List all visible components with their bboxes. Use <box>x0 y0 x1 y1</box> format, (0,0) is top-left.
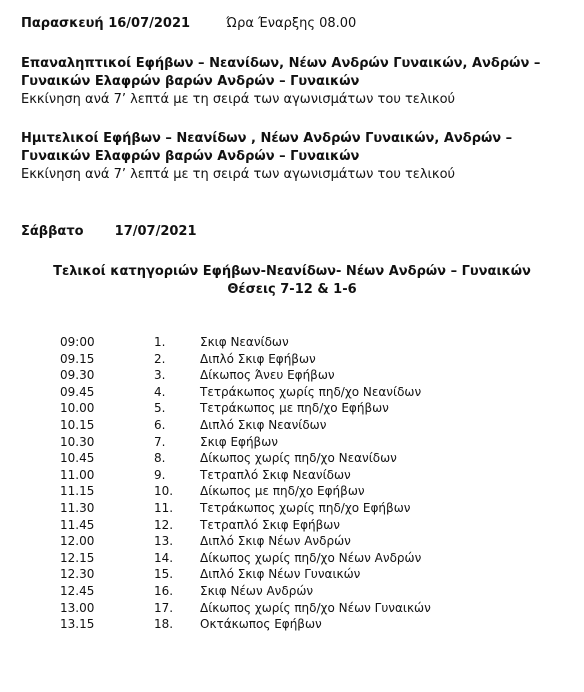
race-time: 09:00 <box>60 335 95 349</box>
race-event: Τετραπλό Σκιφ Νεανίδων <box>200 467 351 482</box>
race-event: Διπλό Σκιφ Νέων Ανδρών <box>200 534 351 549</box>
race-number: 11. <box>154 500 174 515</box>
race-time: 10.00 <box>60 401 95 416</box>
race-time: 09.30 <box>60 368 95 383</box>
semifinal-title-line1: Ημιτελικοί Εφήβων – Νεανίδων , Νέων Ανδρών Γυναικών, Ανδρών – <box>21 131 513 146</box>
race-number: 16. <box>154 583 174 598</box>
race-time: 12.45 <box>60 583 95 598</box>
race-time: 10.30 <box>60 434 95 449</box>
race-event: Σκιφ Εφήβων <box>200 434 278 449</box>
race-number: 13. <box>154 534 174 549</box>
race-number: 2. <box>154 351 166 366</box>
race-number: 10. <box>154 484 174 499</box>
race-number: 5. <box>154 401 166 416</box>
repechage-note: Εκκίνηση ανά 7’ λεπτά με τη σειρά των αγωνισμάτων του τελικού <box>21 92 456 107</box>
race-time: 11.45 <box>60 517 95 532</box>
race-number: 1. <box>154 335 166 349</box>
race-number: 9. <box>154 467 166 482</box>
race-time: 10.45 <box>60 451 95 466</box>
race-event: Διπλό Σκιφ Εφήβων <box>200 351 316 366</box>
race-number: 7. <box>154 434 166 449</box>
race-event: Οκτάκωπος Εφήβων <box>200 617 322 632</box>
race-time: 11.30 <box>60 500 95 515</box>
race-event: Σκιφ Νέων Ανδρών <box>200 583 314 598</box>
race-event: Τετράκωπος με πηδ/χο Εφήβων <box>200 401 389 416</box>
finals-title-line1: Τελικοί κατηγοριών Εφήβων-Νεανίδων- Νέων Ανδρών – Γυναικών <box>53 264 531 279</box>
race-number: 17. <box>154 600 174 615</box>
semifinal-section <box>21 130 512 184</box>
finals-places: Θέσεις 7-12 & 1-6 <box>227 282 357 297</box>
race-event: Δίκωπος χωρίς πηδ/χο Νέων Ανδρών <box>200 550 422 565</box>
semifinal-note: Εκκίνηση ανά 7’ λεπτά με τη σειρά των αγωνισμάτων του τελικού <box>21 167 456 182</box>
race-event: Δίκωπος χωρίς πηδ/χο Νέων Γυναικών <box>200 600 431 615</box>
friday-start-time: Ώρα Έναρξης 08.00 <box>226 16 357 31</box>
race-number: 12. <box>154 517 174 532</box>
repechage-title-line2: Γυναικών Ελαφρών βαρών Ανδρών – Γυναικών <box>21 74 360 89</box>
race-event: Διπλό Σκιφ Νεανίδων <box>200 417 327 432</box>
semifinal-title-line2: Γυναικών Ελαφρών βαρών Ανδρών – Γυναικών <box>21 149 360 164</box>
race-number: 14. <box>154 550 174 565</box>
race-time: 09.15 <box>60 351 95 366</box>
friday-header <box>21 16 356 31</box>
finals-title <box>0 263 584 299</box>
race-event: Τετράκωπος χωρίς πηδ/χο Νεανίδων <box>200 384 422 399</box>
race-time: 12.15 <box>60 550 95 565</box>
race-number: 8. <box>154 451 166 466</box>
race-number: 4. <box>154 384 166 399</box>
saturday-header <box>21 224 197 239</box>
race-time: 11.15 <box>60 484 95 499</box>
race-number: 18. <box>154 617 174 632</box>
friday-date: Παρασκευή 16/07/2021 <box>21 16 191 31</box>
saturday-day: Σάββατο <box>21 224 84 239</box>
race-number: 3. <box>154 368 166 383</box>
race-event: Δίκωπος με πηδ/χο Εφήβων <box>200 484 365 499</box>
repechage-title-line1: Επαναληπτικοί Εφήβων – Νεανίδων, Νέων Ανδρών Γυναικών, Ανδρών – <box>21 56 541 71</box>
race-number: 15. <box>154 567 174 582</box>
race-time: 13.00 <box>60 600 95 615</box>
repechage-section <box>21 55 540 109</box>
race-time: 10.15 <box>60 417 95 432</box>
race-event: Διπλό Σκιφ Νέων Γυναικών <box>200 567 361 582</box>
race-number: 6. <box>154 417 166 432</box>
race-event: Δίκωπος Άνευ Εφήβων <box>200 368 335 383</box>
race-event: Σκιφ Νεανίδων <box>200 335 289 349</box>
race-event: Δίκωπος χωρίς πηδ/χο Νεανίδων <box>200 451 397 466</box>
saturday-date: 17/07/2021 <box>114 224 197 239</box>
race-time: 11.00 <box>60 467 95 482</box>
race-time: 13.15 <box>60 617 95 632</box>
race-time: 12.30 <box>60 567 95 582</box>
race-time: 09.45 <box>60 384 95 399</box>
race-event: Τετράκωπος χωρίς πηδ/χο Εφήβων <box>200 500 411 515</box>
race-time: 12.00 <box>60 534 95 549</box>
race-event: Τετραπλό Σκιφ Εφήβων <box>200 517 341 532</box>
